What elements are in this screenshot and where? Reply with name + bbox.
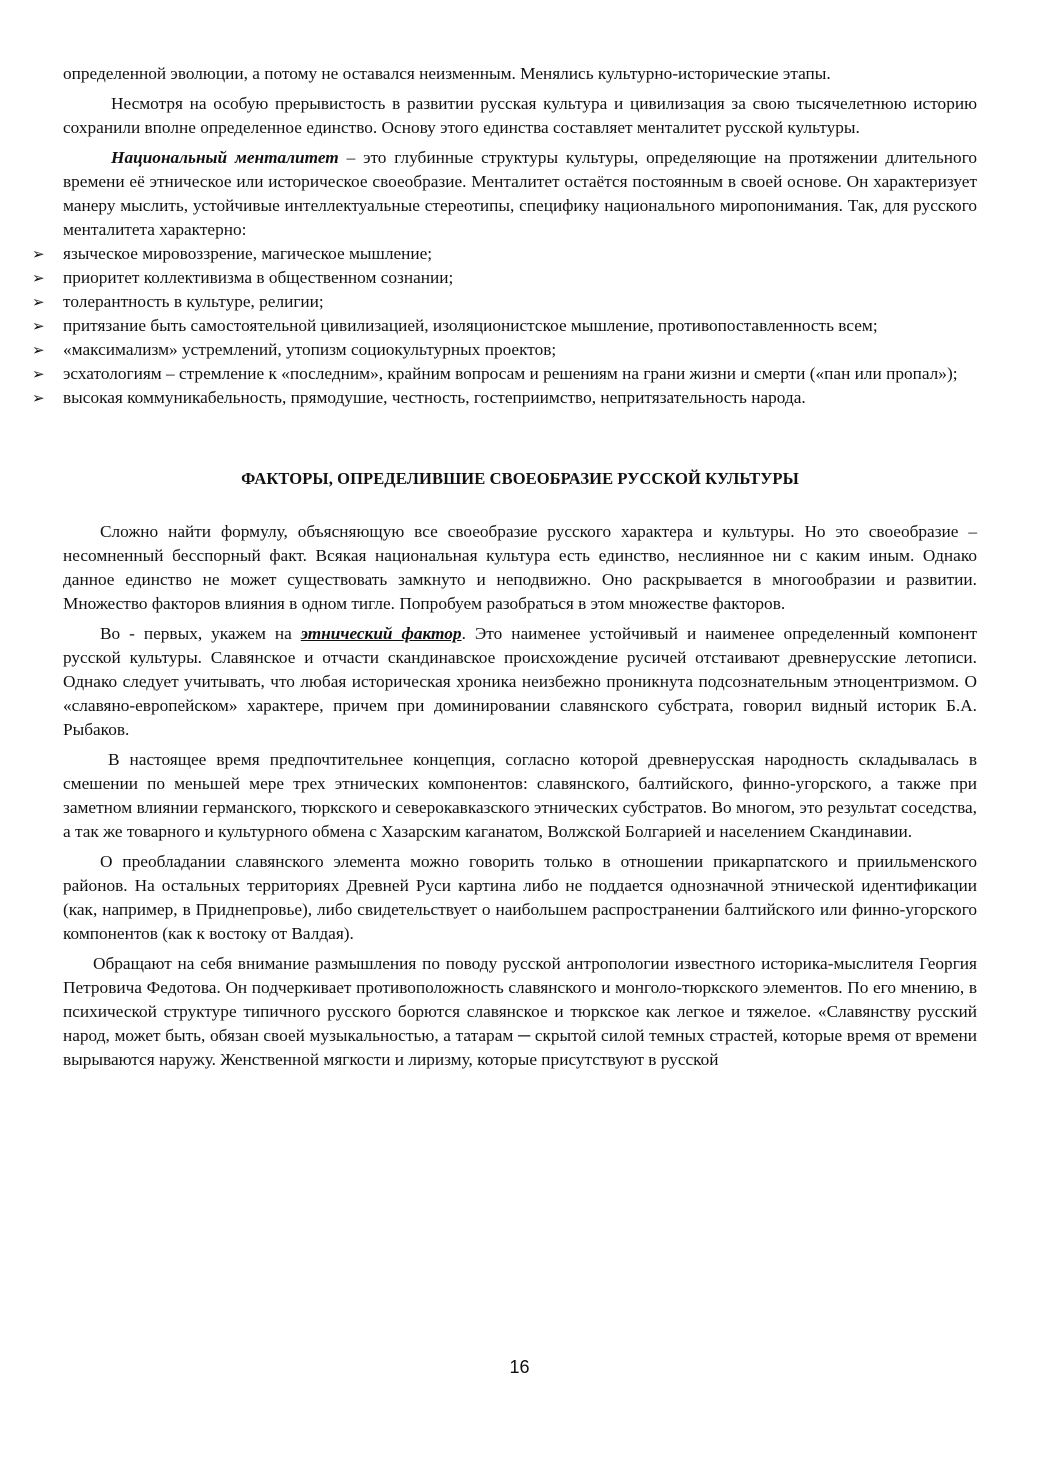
list-item: ➢ языческое мировоззрение, магическое мышление; bbox=[63, 242, 977, 266]
term-national-mentality: Национальный менталитет bbox=[111, 148, 339, 167]
list-item: ➢ «максимализм» устремлений, утопизм социокультурных проектов; bbox=[63, 338, 977, 362]
arrow-bullet-icon: ➢ bbox=[32, 341, 45, 359]
paragraph-continuation: определенной эволюции, а потому не оставался неизменным. Менялись культурно-исторические этапы. bbox=[63, 64, 831, 83]
arrow-bullet-icon: ➢ bbox=[32, 245, 45, 263]
arrow-bullet-icon: ➢ bbox=[32, 293, 45, 311]
paragraph-mentality bbox=[63, 146, 977, 242]
paragraph-mentality-text: – это глубинные структуры культуры, определяющие на протяжении длительного времени её этническое или историческое своеобразие. Менталитет остаётся постоянным в своей основе. Он характеризует манеру мыслить, устойчивые интеллектуальные стереотипы, специфику национального миропонимания. Так, для русского менталитета характерно: bbox=[63, 148, 977, 239]
arrow-bullet-icon: ➢ bbox=[32, 365, 45, 383]
arrow-bullet-icon: ➢ bbox=[32, 269, 45, 287]
list-item: ➢ высокая коммуникабельность, прямодушие, честность, гостеприимство, непритязательность народа. bbox=[63, 386, 977, 410]
list-item: ➢ притязание быть самостоятельной цивилизацией, изоляционистское мышление, противопоставленность всем; bbox=[63, 314, 977, 338]
term-ethnic-factor: этнический фактор bbox=[300, 624, 462, 643]
page-number: 16 bbox=[509, 1357, 530, 1377]
arrow-bullet-icon: ➢ bbox=[32, 317, 45, 335]
section-title: ФАКТОРЫ, ОПРЕДЕЛИВШИЕ СВОЕОБРАЗИЕ РУССКОЙ КУЛЬТУРЫ bbox=[241, 469, 799, 488]
paragraph-unity: Несмотря на особую прерывистость в развитии русская культура и цивилизация за свою тысячелетнюю историю сохранили вполне определенное единство. Основу этого единства составляет менталитет русской культуры. bbox=[63, 94, 977, 137]
mentality-traits-list bbox=[32, 242, 977, 410]
list-item: ➢ толерантность в культуре, религии; bbox=[63, 290, 977, 314]
paragraph-formula: Сложно найти формулу, объясняющую все своеобразие русского характера и культуры. Но это своеобразие – несомненный бесспорный факт. Всякая национальная культура есть единство, неслиянное ни с каким иным. Однако данное единство не может существовать замкнуто и неподвижно. Оно раскрывается в многообразии и развитии. Множество факторов влияния в одном тигле. Попробуем разобраться в этом множестве факторов. bbox=[63, 522, 977, 613]
paragraph-concept: В настоящее время предпочтительнее концепция, согласно которой древнерусская народность складывалась в смешении по меньшей мере трех этнических компонентов: славянского, балтийского, финно-угорского, а также при заметном влиянии германского, тюркского и северокавказского этнических субстратов. Во многом, это результат соседства, а так же товарного и культурного обмена с Хазарским каганатом, Волжской Болгарией и населением Скандинавии. bbox=[63, 750, 977, 841]
paragraph-fedotov: Обращают на себя внимание размышления по поводу русской антропологии известного историка-мыслителя Георгия Петровича Федотова. Он подчеркивает противоположность славянского и монголо-тюркского элементов. По его мнению, в психической структуре типичного русского борются славянское и тюркское как легкое и тяжелое. «Славянству русский народ, может быть, обязан своей музыкальностью, а татарам ─ скрытой силой темных страстей, которые время от времени вырываются наружу. Женственной мягкости и лиризму, которые присутствуют в русской bbox=[63, 954, 977, 1069]
list-item: ➢ приоритет коллективизма в общественном сознании; bbox=[63, 266, 977, 290]
paragraph-slavic-element: О преобладании славянского элемента можно говорить только в отношении прикарпатского и приильменского районов. На остальных территориях Древней Руси картина либо не поддается однозначной этнической идентификации (как, например, в Приднепровье), либо свидетельствует о наибольшем распространении балтийского или финно-угорского компонентов (как к востоку от Валдая). bbox=[63, 852, 977, 943]
page-content bbox=[32, 62, 977, 1072]
paragraph-ethnic-factor: Во - первых, укажем на этнический фактор. Это наименее устойчивый и наименее определенный компонент русской культуры. Славянское и отчасти скандинавское происхождение русичей отстаивают древнерусские летописи. Однако следует учитывать, что любая историческая хроника неизбежно проникнута подсознательным этноцентризмом. О «славяно-европейском» характере, причем при доминировании славянского субстрата, говорил видный историк Б.А. Рыбаков. bbox=[63, 624, 977, 739]
list-item: ➢ эсхатологиям – стремление к «последним», крайним вопросам и решениям на грани жизни и смерти («пан или пропал»); bbox=[63, 362, 977, 386]
arrow-bullet-icon: ➢ bbox=[32, 389, 45, 407]
